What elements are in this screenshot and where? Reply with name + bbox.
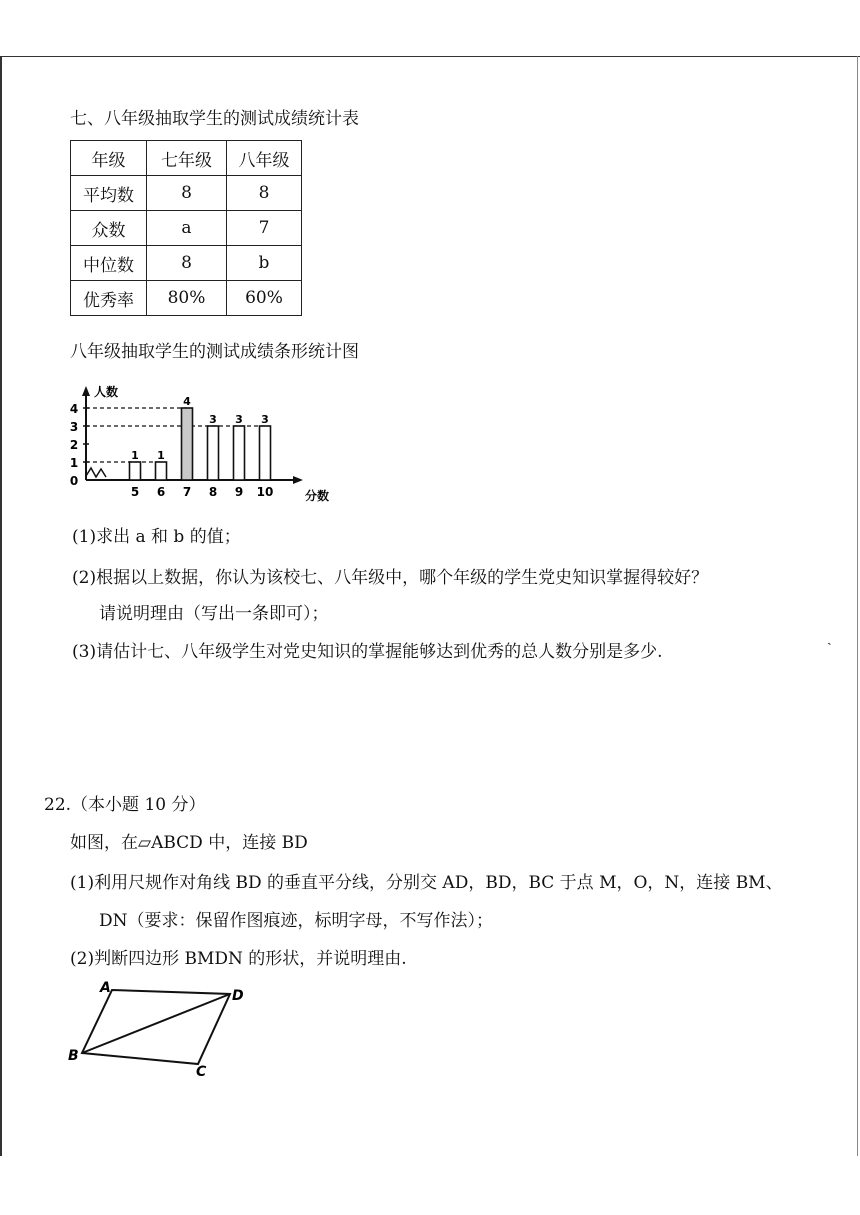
q21-part3: (3)请估计七、八年级学生对党史知识的掌握能够达到优秀的总人数分别是多少. (72, 642, 663, 662)
y-tick-label: 4 (69, 402, 79, 416)
q22-heading: 22.（本小题 10 分） (44, 795, 206, 815)
x-tick-label: 7 (182, 485, 192, 499)
table-header-cell: 八年级 (227, 141, 302, 176)
table-row (71, 281, 302, 316)
vertex-label-b: B (68, 1048, 79, 1064)
table-header-row (71, 141, 302, 176)
table-cell: 众数 (71, 211, 147, 246)
table-cell: b (227, 246, 302, 281)
axis-break (86, 468, 106, 477)
table-header-cell: 七年级 (147, 141, 227, 176)
vertex-label-a: A (100, 980, 111, 996)
bar-value-label: 1 (157, 449, 165, 462)
x-tick-label: 8 (208, 485, 218, 499)
stray-mark: ˎ (827, 630, 832, 646)
page-right-border (857, 56, 858, 1156)
q22-part2: (2)判断四边形 BMDN 的形状，并说明理由. (70, 949, 407, 969)
bar-value-label: 1 (131, 449, 139, 462)
bar (234, 426, 245, 480)
parallelogram-abcd (82, 990, 230, 1064)
table-cell: a (147, 211, 227, 246)
table-cell: 优秀率 (71, 281, 147, 316)
table-row (71, 211, 302, 246)
y-axis-label: 人数 (94, 385, 119, 399)
table-cell: 60% (227, 281, 302, 316)
table-row (71, 176, 302, 211)
q21-part1: (1)求出 a 和 b 的值； (72, 527, 241, 547)
table-cell: 80% (147, 281, 227, 316)
table-header-cell: 年级 (71, 141, 147, 176)
x-tick-label: 5 (130, 485, 140, 499)
bar-value-label: 3 (235, 413, 243, 426)
bar-value-label: 3 (209, 413, 217, 426)
table-cell: 8 (147, 246, 227, 281)
table-cell: 7 (227, 211, 302, 246)
x-axis-label: 分数 (305, 489, 330, 503)
y-tick-label: 0 (69, 474, 79, 488)
bar-value-label: 3 (261, 413, 269, 426)
parallelogram-figure (60, 978, 260, 1078)
chart-texts (70, 384, 329, 503)
bar (260, 426, 271, 480)
q22-part1-cont: DN（要求：保留作图痕迹，标明字母，不写作法）； (99, 911, 494, 931)
table-cell: 中位数 (71, 246, 147, 281)
table-cell: 平均数 (71, 176, 147, 211)
q22-part1: (1)利用尺规作对角线 BD 的垂直平分线，分别交 AD，BD，BC 于点 M，O，N，连接 BM、 (70, 873, 783, 893)
table-cell: 8 (147, 176, 227, 211)
bar (130, 462, 141, 480)
q21-part2-cont: 请说明理由（写出一条即可）； (99, 604, 329, 624)
bar (182, 408, 193, 480)
table-cell: 8 (227, 176, 302, 211)
q21-part2: (2)根据以上数据，你认为该校七、八年级中，哪个年级的学生党史知识掌握得较好？ (72, 568, 709, 588)
bar (156, 462, 167, 480)
stats-table (70, 140, 302, 316)
page-left-border (0, 56, 2, 1156)
page-top-border (0, 56, 860, 57)
x-tick-label: 6 (156, 485, 166, 499)
q22-intro: 如图，在▱ABCD 中，连接 BD (70, 833, 308, 853)
table-row (71, 246, 302, 281)
bar-value-label: 4 (183, 395, 191, 408)
vertex-label-c: C (196, 1064, 207, 1078)
chart-title: 八年级抽取学生的测试成绩条形统计图 (70, 342, 359, 362)
x-tick-label: 10 (256, 485, 274, 499)
x-axis-arrow (293, 476, 303, 484)
bar-chart (60, 370, 350, 510)
bar (208, 426, 219, 480)
y-tick-label: 3 (69, 420, 79, 434)
y-tick-label: 2 (69, 438, 79, 452)
chart-bars (130, 408, 271, 480)
y-tick-label: 1 (69, 456, 79, 470)
vertex-label-d: D (232, 988, 244, 1004)
y-axis-arrow (82, 386, 90, 396)
table-title: 七、八年级抽取学生的测试成绩统计表 (70, 109, 359, 129)
x-tick-label: 9 (234, 485, 244, 499)
